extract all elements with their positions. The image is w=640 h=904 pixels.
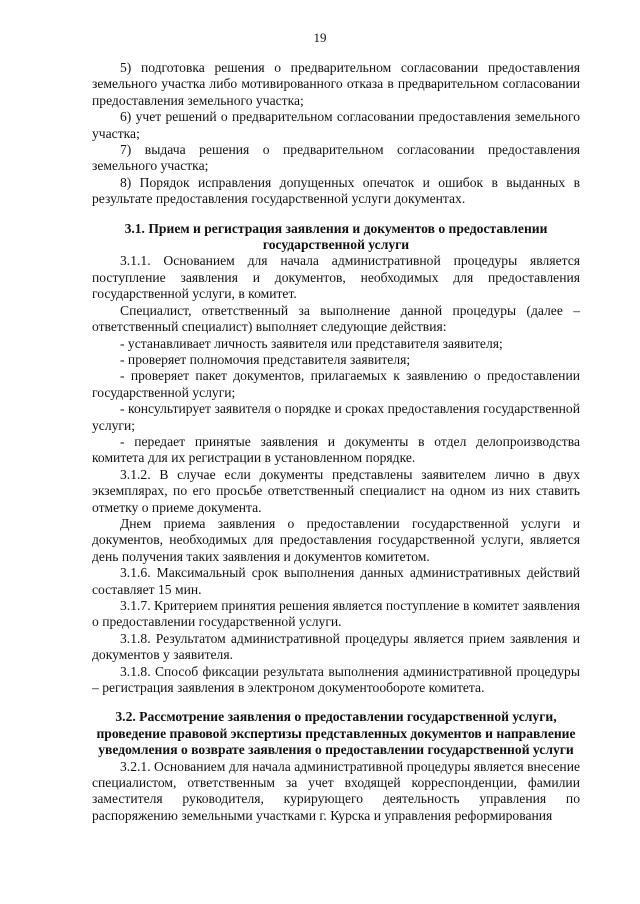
- page-content: [92, 60, 580, 824]
- paragraph-3-1-6: 3.1.6. Максимальный срок выполнения данных административных действий составляет 15 мин.: [92, 565, 580, 597]
- action-item-4: - консультирует заявителя о порядке и сроках предоставления государственной услуги;: [92, 401, 580, 433]
- list-item-5: 5) подготовка решения о предварительном согласовании предоставления земельного участка либо мотивированного отказа в предварительном согласовании предоставления земельного участка;: [92, 60, 580, 108]
- paragraph-3-1-7: 3.1.7. Критерием принятия решения является поступление в комитет заявления о предоставлении государственной услуги.: [92, 598, 580, 630]
- action-item-3: - проверяет пакет документов, прилагаемых к заявлению о предоставлении государственной услуги;: [92, 368, 580, 400]
- paragraph-responsible-specialist: Специалист, ответственный за выполнение данной процедуры (далее – ответственный специалист) выполняет следующие действия:: [92, 302, 580, 335]
- list-item-7: 7) выдача решения о предварительном согласовании предоставления земельного участка;: [92, 142, 580, 174]
- action-item-1: - устанавливает личность заявителя или представителя заявителя;: [120, 335, 503, 351]
- paragraph-3-2-1: 3.2.1. Основанием для начала административной процедуры является внесение специалистом, ответственным за учет входящей корреспонденции, фамилии заместителя руководителя, курирующего деятельность управления по распоряжению земельными участками г. Курска и управления реформирования: [92, 758, 580, 823]
- list-item-8: 8) Порядок исправления допущенных опечаток и ошибок в выданных в результате предоставления государственной услуги документах.: [92, 174, 580, 207]
- paragraph-receipt-day: Днем приема заявления о предоставлении государственной услуги и документов, необходимых для предоставления государственной услуги, является день получения таких заявления и документов комитетом.: [92, 515, 580, 564]
- section-heading-3-2: 3.2. Рассмотрение заявления о предоставлении государственной услуги, проведение правовой экспертизы представленных документов и направление уведомления о возврате заявления о предоставлении государственной услуги: [96, 709, 576, 758]
- paragraph-3-1-8-fixation: 3.1.8. Способ фиксации результата выполнения административной процедуры – регистрация заявления в электроном документообороте комитета.: [92, 663, 580, 696]
- paragraph-3-1-8-result: 3.1.8. Результатом административной процедуры является прием заявления и документов у заявителя.: [92, 630, 580, 663]
- paragraph-3-1-2: 3.1.2. В случае если документы представлены заявителем лично в двух экземплярах, по его просьбе ответственный специалист на одном из них ставить отметку о приеме документа.: [92, 466, 580, 515]
- action-item-2: - проверяет полномочия представителя заявителя;: [120, 351, 411, 367]
- page-number: 19: [313, 30, 327, 45]
- paragraph-3-1-1: 3.1.1. Основанием для начала административной процедуры является поступление заявления и документов, необходимых для предоставления государственной услуги, в комитет.: [92, 253, 580, 302]
- section-heading-3-1: 3.1. Прием и регистрация заявления и документов о предоставлении государственной услуги: [124, 220, 548, 253]
- action-item-5: - передает принятые заявления и документы в отдел делопроизводства комитета для их регистрации в установленном порядке.: [92, 433, 580, 466]
- list-item-6: 6) учет решений о предварительном согласовании предоставления земельного участка;: [92, 109, 580, 141]
